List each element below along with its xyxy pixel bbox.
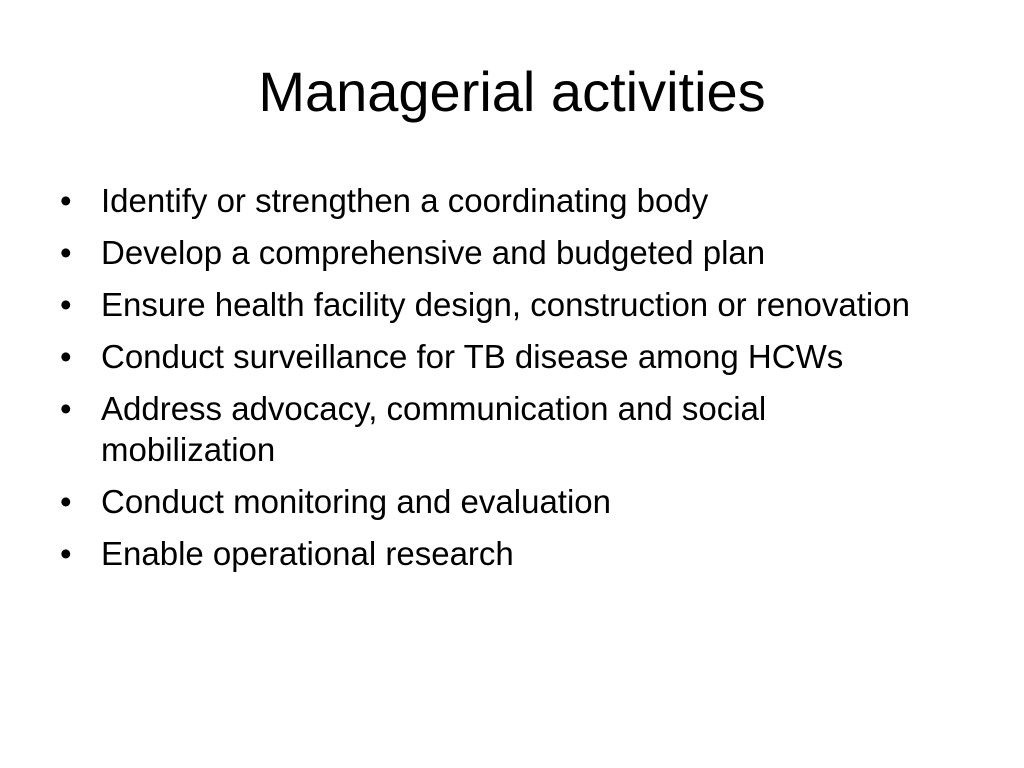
bullet-text: Enable operational research — [101, 535, 514, 572]
list-item — [60, 388, 940, 470]
bullet-text: Ensure health facility design, construction or renovation — [101, 286, 910, 323]
bullet-icon: • — [60, 286, 72, 323]
list-item — [60, 336, 940, 377]
list-item — [60, 284, 940, 325]
bullet-text: Address advocacy, communication and social mobilization — [101, 390, 767, 468]
bullet-text: Develop a comprehensive and budgeted plan — [101, 234, 766, 271]
bullet-icon: • — [60, 390, 72, 427]
list-item — [60, 232, 940, 273]
bullet-text: Conduct monitoring and evaluation — [101, 483, 612, 520]
bullet-text: Identify or strengthen a coordinating body — [101, 182, 709, 219]
list-item — [60, 180, 940, 221]
bullet-icon: • — [60, 338, 72, 375]
bullet-icon: • — [60, 483, 72, 520]
bullet-icon: • — [60, 535, 72, 572]
bullet-text: Conduct surveillance for TB disease among HCWs — [101, 338, 844, 375]
bullet-icon: • — [60, 234, 72, 271]
list-item — [60, 481, 940, 522]
slide-title: Managerial activities — [258, 60, 766, 123]
bullet-list — [60, 180, 940, 585]
bullet-icon: • — [60, 182, 72, 219]
list-item — [60, 533, 940, 574]
